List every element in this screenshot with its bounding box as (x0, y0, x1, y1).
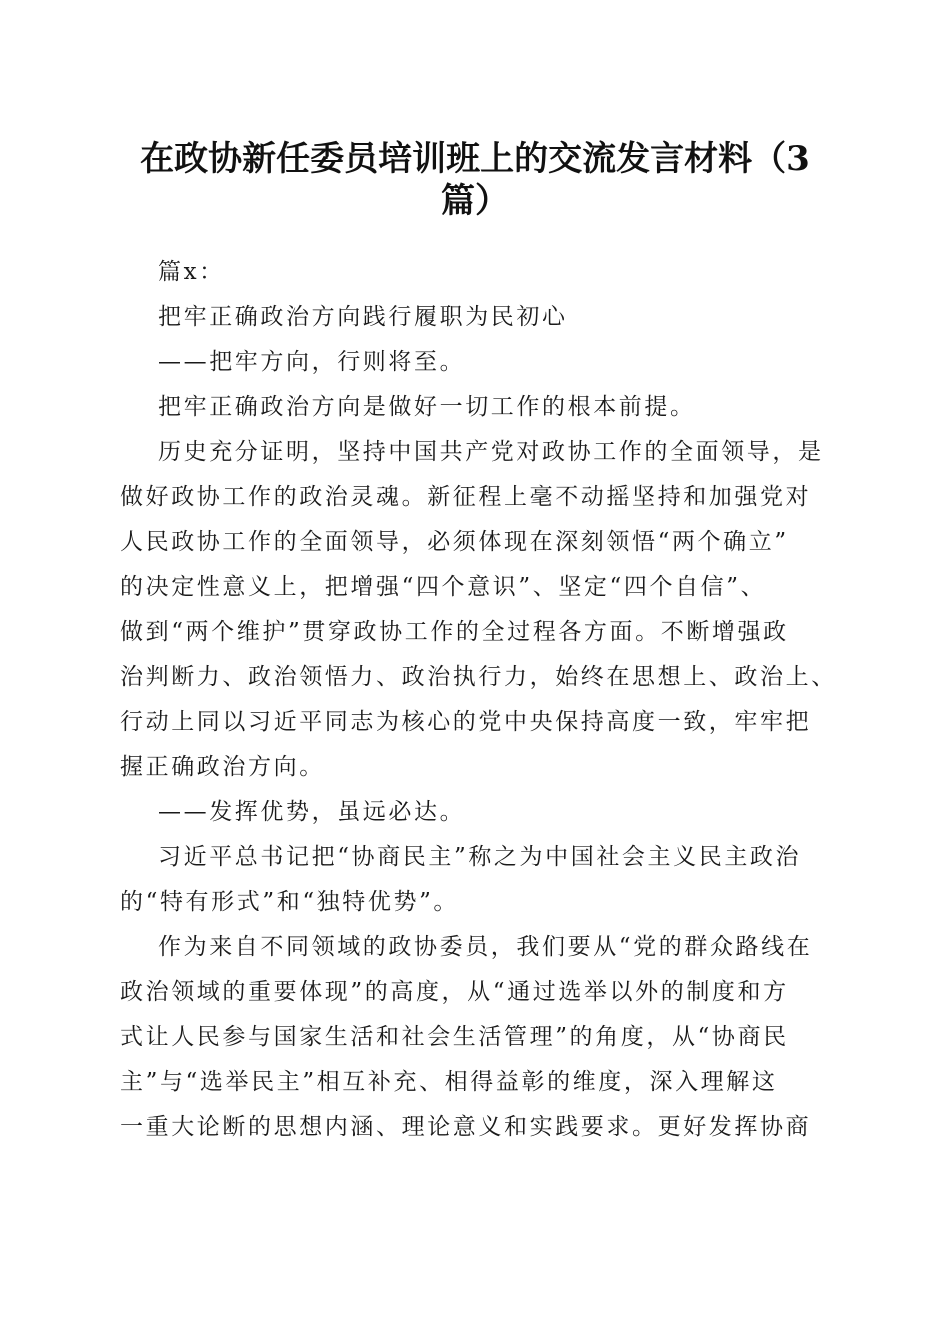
paragraph-line: ——发挥优势，虽远必达。 (158, 799, 466, 825)
paragraph-line: 人民政协工作的全面领导，必须体现在深刻领悟“两个确立” (120, 529, 789, 555)
paragraph-line: 把牢正确政治方向践行履职为民初心 (158, 304, 568, 330)
paragraph-line: 作为来自不同领域的政协委员，我们要从“党的群众路线在 (158, 934, 813, 960)
paragraph-line: 一重大论断的思想内涵、理论意义和实践要求。更好发挥协商 (120, 1114, 812, 1140)
title-line-1: 在政协新任委员培训班上的交流发言材料（3 (140, 139, 810, 179)
paragraph-line: 主”与“选举民主”相互补充、相得益彰的维度，深入理解这 (120, 1069, 778, 1095)
paragraph-line: 习近平总书记把“协商民主”称之为中国社会主义民主政治 (158, 844, 802, 870)
paragraph-line: 做到“两个维护”贯穿政协工作的全过程各方面。不断增强政 (120, 619, 789, 645)
paragraph-line: ——把牢方向，行则将至。 (158, 349, 466, 375)
paragraph-line: 做好政协工作的政治灵魂。新征程上毫不动摇坚持和加强党对 (120, 484, 812, 510)
document-body (120, 250, 835, 1150)
paragraph-line: 历史充分证明，坚持中国共产党对政协工作的全面领导，是 (158, 439, 824, 465)
paragraph-line: 政治领域的重要体现”的高度，从“通过选举以外的制度和方 (120, 979, 789, 1005)
paragraph-line: 的决定性意义上，把增强“四个意识”、坚定“四个自信”、 (120, 574, 767, 600)
paragraph-line: 治判断力、政治领悟力、政治执行力，始终在思想上、政治上、 (120, 664, 837, 690)
paragraph-line: 的“特有形式”和“独特优势”。 (120, 889, 460, 915)
paragraph-line: 行动上同以习近平同志为核心的党中央保持高度一致，牢牢把 (120, 709, 812, 735)
paragraph-line: 握正确政治方向。 (120, 754, 325, 780)
title-line-2: 篇） (441, 181, 509, 221)
paragraph-line: 篇x： (158, 259, 225, 285)
document-title (110, 138, 840, 222)
paragraph-line: 把牢正确政治方向是做好一切工作的根本前提。 (158, 394, 696, 420)
paragraph-line: 式让人民参与国家生活和社会生活管理”的角度，从“协商民 (120, 1024, 789, 1050)
